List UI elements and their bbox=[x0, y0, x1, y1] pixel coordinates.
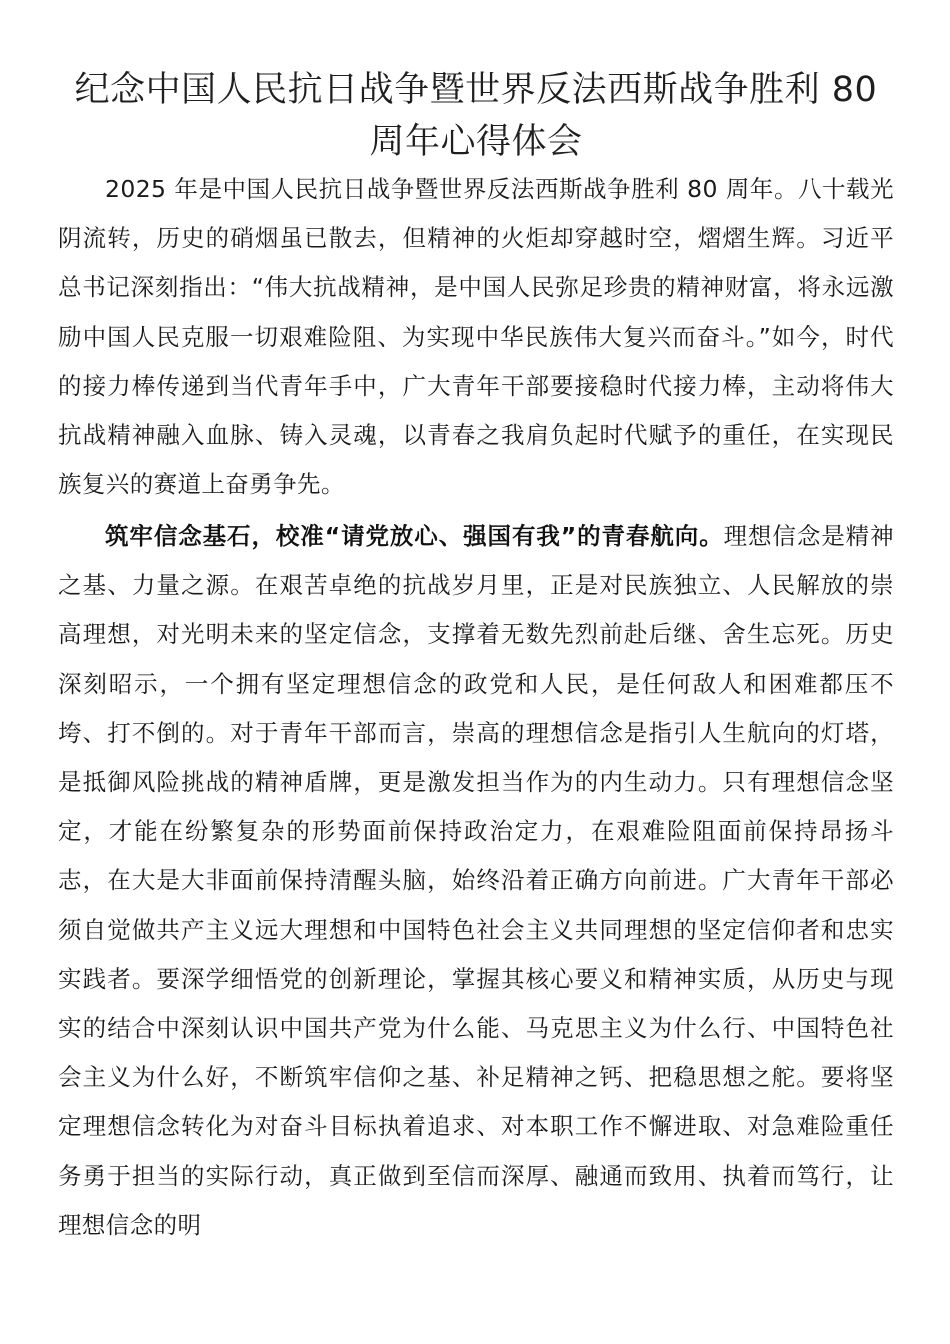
paragraph-section-one bbox=[58, 512, 894, 1250]
paragraph-intro-text: 2025 年是中国人民抗日战争暨世界反法西斯战争胜利 80 周年。八十载光阴流转，历史的硝烟虽已散去，但精神的火炬却穿越时空，熠熠生辉。习近平总书记深刻指出：“伟大抗战精神，是中国人民弥足珍贵的精神财富，将永远激励中国人民克服一切艰难险阻、为实现中华民族伟大复兴而奋斗。”如今，时代的接力棒传递到当代青年手中，广大青年干部要接稳时代接力棒，主动将伟大抗战精神融入血脉、铸入灵魂，以青春之我肩负起时代赋予的重任，在实现民族复兴的赛道上奋勇争先。 bbox=[58, 175, 894, 499]
section-one-heading: 筑牢信念基石，校准“请党放心、强国有我”的青春航向。 bbox=[105, 522, 724, 550]
document-title: 纪念中国人民抗日战争暨世界反法西斯战争胜利 80 周年心得体会 bbox=[74, 70, 878, 162]
section-one-text: 理想信念是精神之基、力量之源。在艰苦卓绝的抗战岁月里，正是对民族独立、人民解放的崇高理想，对光明未来的坚定信念，支撑着无数先烈前赴后继、舍生忘死。历史深刻昭示，一个拥有坚定理想信念的政党和人民，是任何敌人和困难都压不垮、打不倒的。对于青年干部而言，崇高的理想信念是指引人生航向的灯塔，是抵御风险挑战的精神盾牌，更是激发担当作为的内生动力。只有理想信念坚定，才能在纷繁复杂的形势面前保持政治定力，在艰难险阻面前保持昂扬斗志，在大是大非面前保持清醒头脑，始终沿着正确方向前进。广大青年干部必须自觉做共产主义远大理想和中国特色社会主义共同理想的坚定信仰者和忠实实践者。要深学细悟党的创新理论，掌握其核心要义和精神实质，从历史与现实的结合中深刻认识中国共产党为什么能、马克思主义为什么行、中国特色社会主义为什么好，不断筑牢信仰之基、补足精神之钙、把稳思想之舵。要将坚定理想信念转化为对奋斗目标执着追求、对本职工作不懈进取、对急难险重任务勇于担当的实际行动，真正做到至信而深厚、融通而致用、执着而笃行，让理想信念的明 bbox=[58, 522, 894, 1239]
paragraph-intro bbox=[58, 165, 894, 509]
